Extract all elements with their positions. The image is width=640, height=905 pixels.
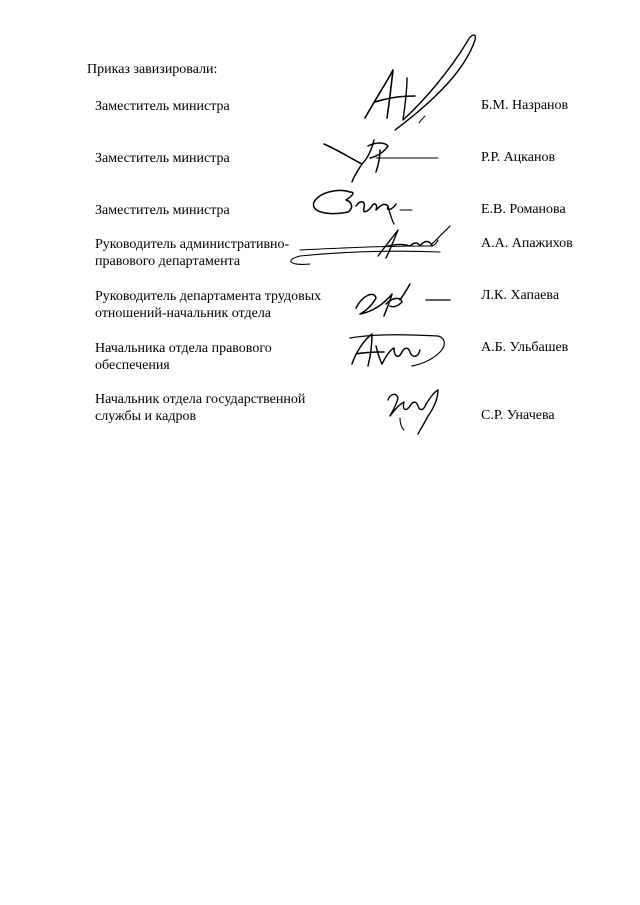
signature-image	[342, 330, 452, 372]
signature-image	[380, 386, 450, 436]
position-line: правового департамента	[95, 254, 241, 269]
approver-name: Б.М. Назранов	[481, 98, 569, 113]
position-line: Начальник отдела государственной	[95, 392, 306, 407]
signature-image	[308, 180, 418, 225]
position-line: обеспечения	[95, 358, 170, 373]
approver-name: С.Р. Уначева	[481, 408, 555, 423]
approver-position	[95, 340, 345, 374]
position-line: службы и кадров	[95, 409, 197, 424]
approver-position	[95, 391, 345, 425]
approver-name: А.А. Апажихов	[481, 236, 573, 251]
approver-name: А.Б. Ульбашев	[481, 340, 569, 355]
approver-position	[95, 98, 345, 115]
position-line: Руководитель административно-	[95, 237, 290, 252]
approver-name: Р.Р. Ацканов	[481, 150, 556, 165]
signature-image	[350, 282, 460, 322]
position-line: Заместитель министра	[95, 99, 230, 114]
approval-heading: Приказ завизировали:	[87, 62, 218, 77]
signature-image	[280, 222, 460, 272]
position-line: Заместитель министра	[95, 151, 230, 166]
approver-position	[95, 288, 345, 322]
position-line: Заместитель министра	[95, 203, 230, 218]
position-line: Руководитель департамента трудовых	[95, 289, 322, 304]
position-line: Начальника отдела правового	[95, 341, 272, 356]
approver-name: Л.К. Хапаева	[481, 288, 560, 303]
approver-name: Е.В. Романова	[481, 202, 566, 217]
position-line: отношений-начальник отдела	[95, 306, 272, 321]
approver-position	[95, 150, 345, 167]
